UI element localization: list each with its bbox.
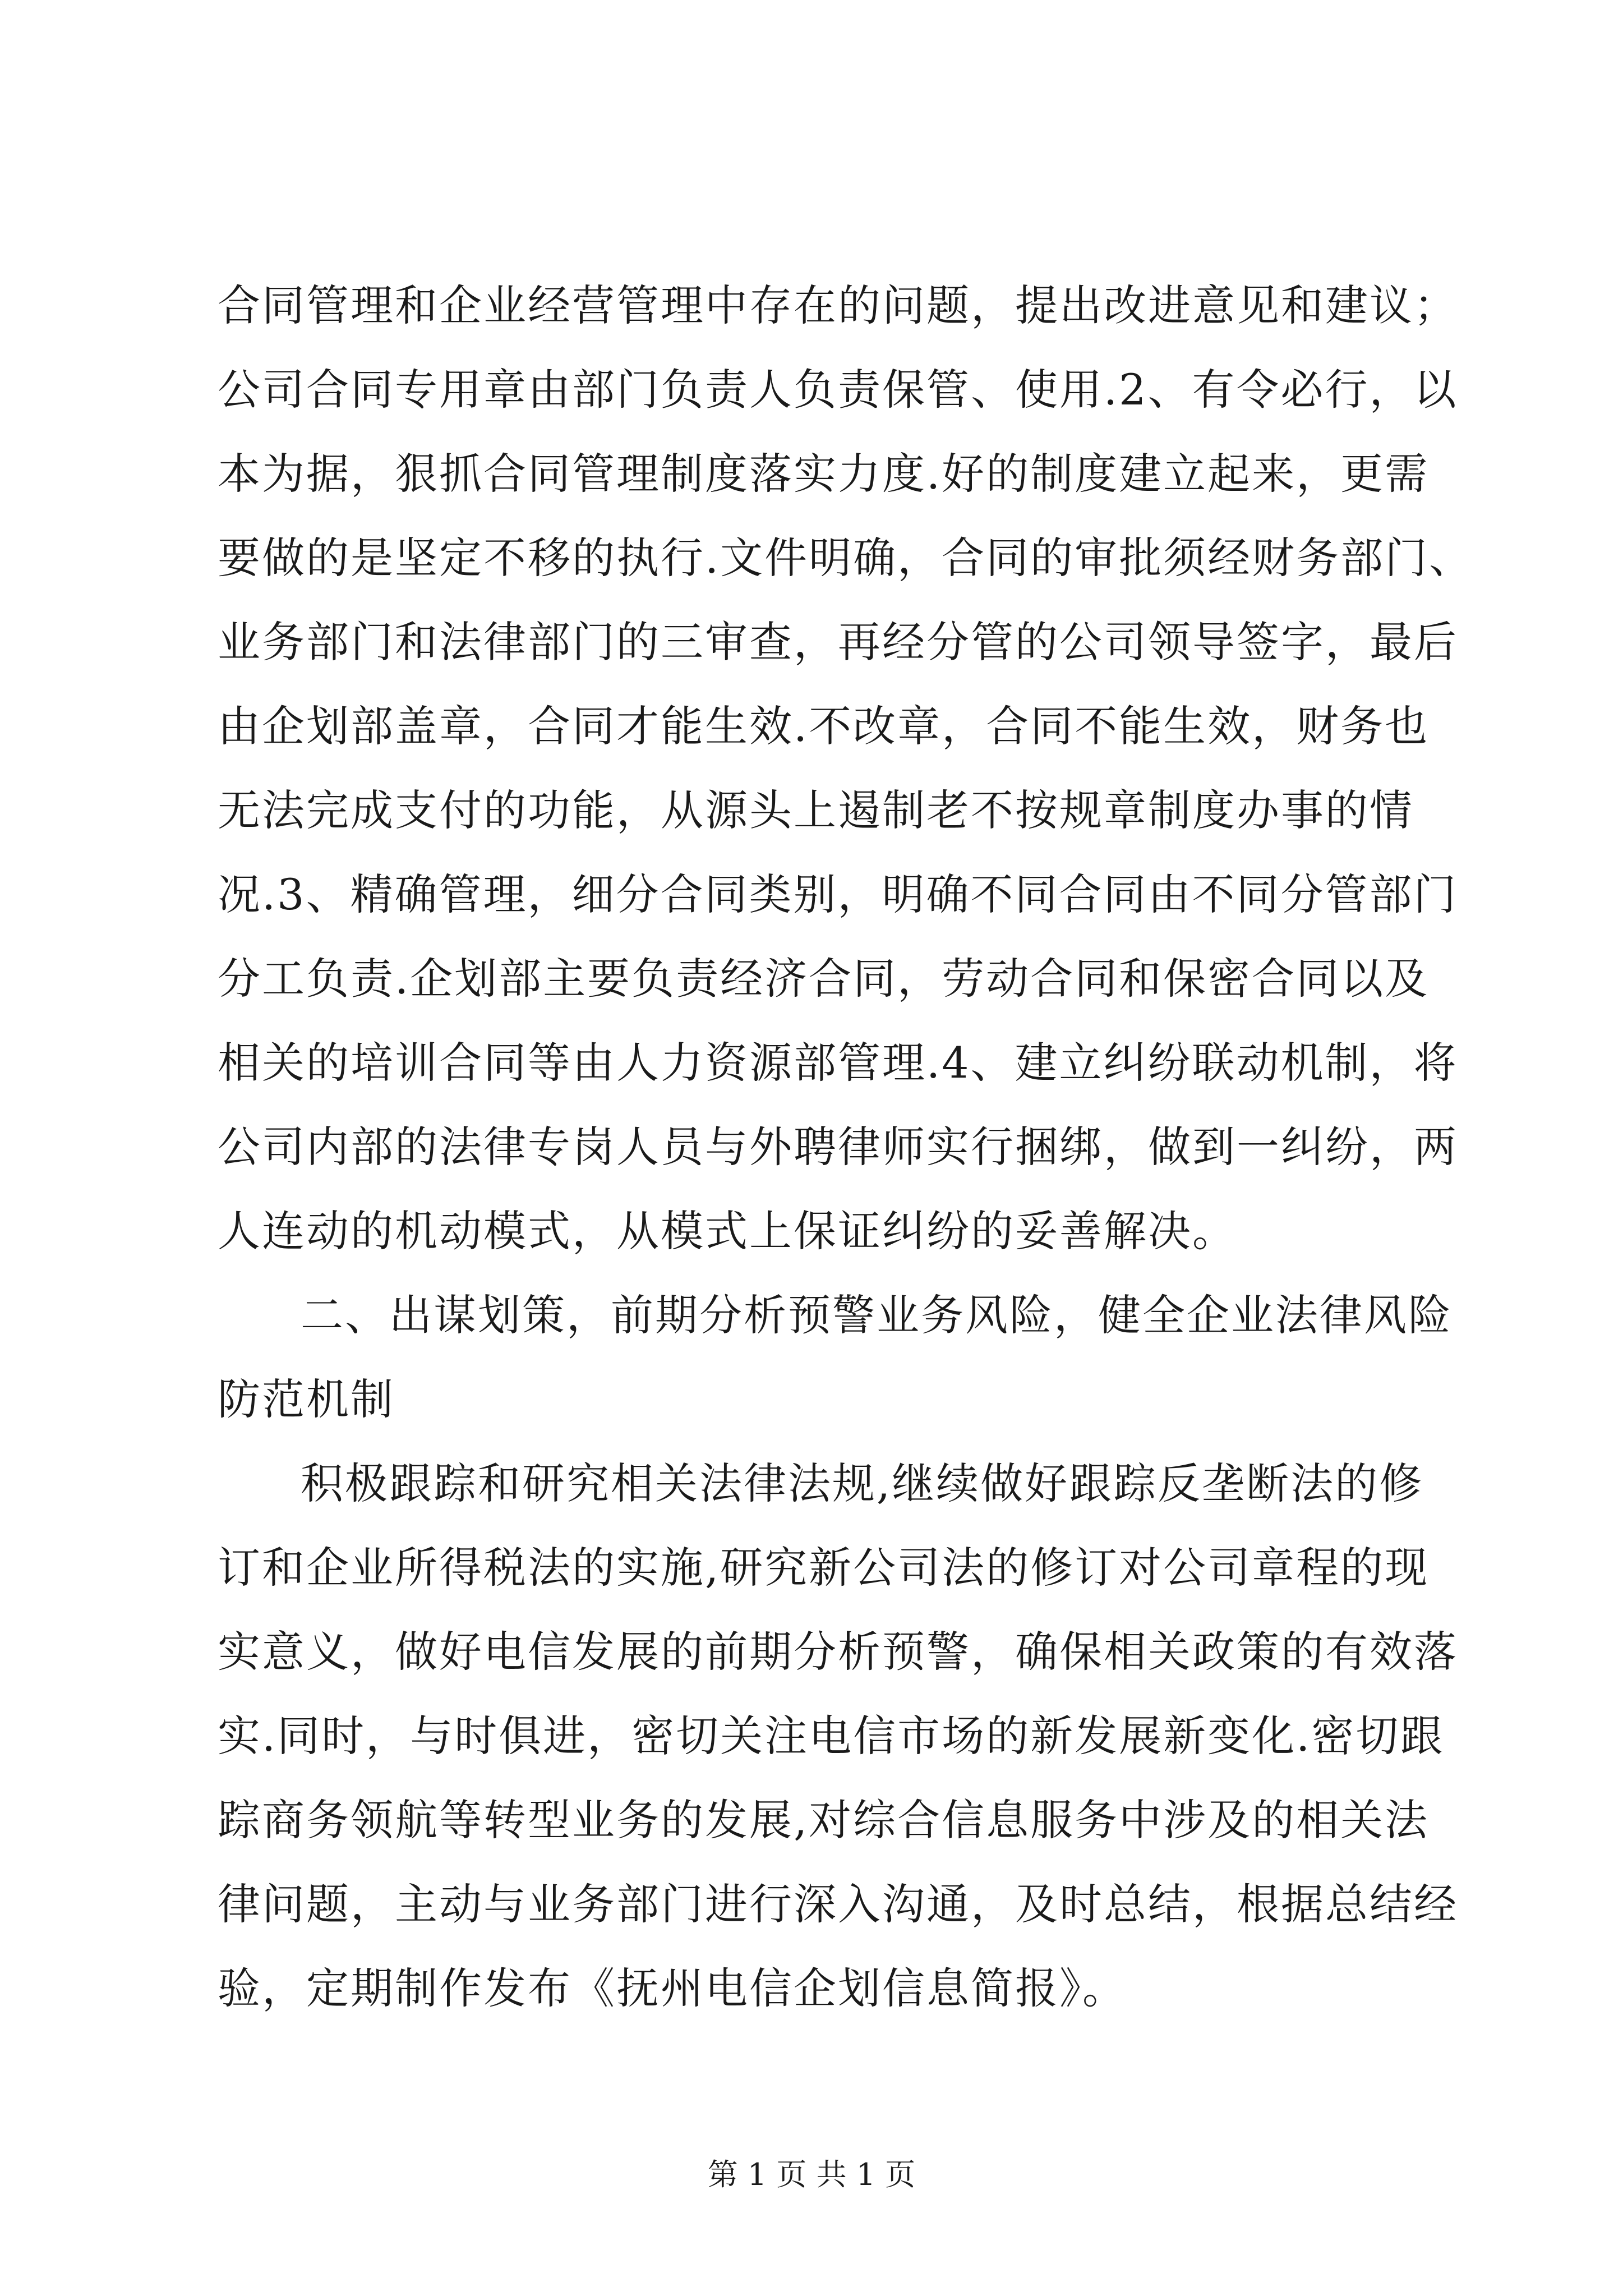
text-line: 实意义，做好电信发展的前期分析预警，确保相关政策的有效落 [218, 1627, 1458, 1677]
text-line: 订和企业所得税法的实施,研究新公司法的修订对公司章程的现 [218, 1543, 1430, 1593]
text-line: 况.3、精确管理，细分合同类别，明确不同合同由不同分管部门 [218, 869, 1458, 919]
text-line: 人连动的机动模式，从模式上保证纠纷的妥善解决。 [218, 1206, 1237, 1256]
text-line: 本为据，狠抓合同管理制度落实力度.好的制度建立起来，更需 [218, 449, 1430, 499]
text-line: 实.同时，与时俱进，密切关注电信市场的新发展新变化.密切跟 [218, 1711, 1445, 1761]
text-line: 合同管理和企业经营管理中存在的问题，提出改进意见和建议； [218, 280, 1458, 330]
text-line: 律问题，主动与业务部门进行深入沟通，及时总结，根据总结经 [218, 1879, 1458, 1929]
text-line: 要做的是坚定不移的执行.文件明确，合同的审批须经财务部门、 [218, 533, 1474, 583]
section-heading-continuation: 防范机制 [218, 1374, 395, 1424]
text-line: 踪商务领航等转型业务的发展,对综合信息服务中涉及的相关法 [218, 1795, 1430, 1845]
section-heading: 二、出谋划策，前期分析预警业务风险，健全企业法律风险 [301, 1290, 1453, 1340]
text-line: 分工负责.企划部主要负责经济合同，劳动合同和保密合同以及 [218, 954, 1430, 1004]
page-number: 第 1 页 共 1 页 [707, 2157, 916, 2192]
text-line: 公司内部的法律专岗人员与外聘律师实行捆绑，做到一纠纷，两 [218, 1122, 1458, 1172]
document-body [218, 264, 1474, 2031]
text-line: 公司合同专用章由部门负责人负责保管、使用.2、有令必行，以 [218, 365, 1458, 415]
text-line: 相关的培训合同等由人力资源部管理.4、建立纠纷联动机制，将 [218, 1038, 1458, 1088]
text-line: 积极跟踪和研究相关法律法规,继续做好跟踪反垄断法的修 [301, 1458, 1424, 1508]
text-line: 无法完成支付的功能，从源头上遏制老不按规章制度办事的情 [218, 785, 1414, 835]
text-line: 由企划部盖章，合同才能生效.不改章，合同不能生效，财务也 [218, 701, 1430, 751]
text-line: 业务部门和法律部门的三审查，再经分管的公司领导签字，最后 [218, 617, 1458, 667]
text-line: 验，定期制作发布《抚州电信企划信息简报》。 [218, 1963, 1127, 2013]
